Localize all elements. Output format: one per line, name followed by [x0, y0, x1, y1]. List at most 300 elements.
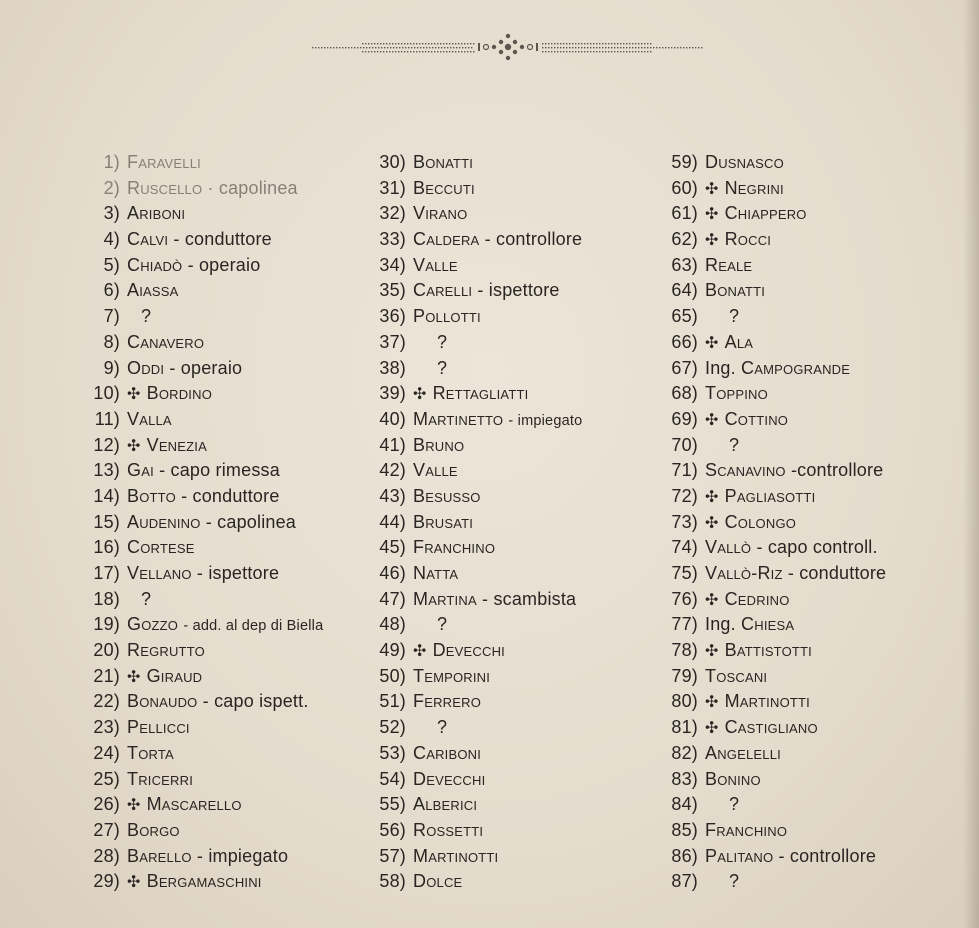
- entry-number: 54): [379, 768, 406, 789]
- person-name: Ferrero: [413, 691, 482, 712]
- names-column-2: [373, 150, 643, 895]
- names-column-1: [84, 150, 354, 895]
- list-entry: [665, 150, 965, 176]
- entry-number: 18): [93, 588, 120, 609]
- deceased-cross-icon: ✣: [705, 180, 719, 198]
- person-name: Bonino: [705, 768, 761, 789]
- list-entry: [84, 356, 354, 382]
- entry-number: 62): [671, 229, 698, 250]
- deceased-cross-icon: ✣: [413, 643, 427, 661]
- list-entry: [665, 227, 965, 253]
- list-entry: [665, 818, 965, 844]
- person-name: Campogrande: [741, 357, 851, 378]
- list-entry: [373, 356, 643, 382]
- list-entry: [665, 458, 965, 484]
- person-name: Temporini: [413, 665, 491, 686]
- deceased-cross-icon: ✣: [127, 437, 141, 455]
- list-entry: [373, 767, 643, 793]
- entry-number: 49): [379, 640, 406, 661]
- person-name: Brusati: [413, 511, 474, 532]
- entry-number: 2): [103, 177, 120, 198]
- person-name: Faravelli: [127, 152, 201, 172]
- list-entry: [373, 484, 643, 510]
- person-name: Cedrino: [724, 588, 790, 609]
- unknown-name-mark: ?: [141, 306, 152, 327]
- entry-number: 9): [103, 357, 120, 378]
- list-entry: [84, 150, 354, 176]
- entry-number: 80): [671, 691, 698, 712]
- person-name: Pellicci: [127, 717, 190, 738]
- list-entry: [84, 587, 354, 613]
- entry-number: 8): [103, 331, 120, 352]
- list-entry: [665, 510, 965, 536]
- entry-number: 36): [379, 306, 406, 327]
- person-name: Natta: [413, 563, 459, 583]
- deceased-cross-icon: ✣: [127, 668, 141, 686]
- list-entry: [84, 638, 354, 664]
- entry-number: 61): [671, 203, 698, 224]
- deceased-cross-icon: ✣: [127, 874, 141, 892]
- entry-number: 21): [93, 665, 120, 686]
- person-name: Cottino: [724, 408, 789, 429]
- list-entry: [665, 587, 965, 613]
- entry-number: 29): [93, 871, 120, 892]
- entry-number: 71): [671, 460, 698, 481]
- title-prefix: Ing.: [705, 357, 736, 378]
- person-role: - conduttore: [173, 229, 272, 250]
- list-entry: [84, 844, 354, 870]
- list-entry: [373, 458, 643, 484]
- person-role: - capolinea: [205, 511, 297, 532]
- person-name: Colongo: [724, 511, 797, 532]
- list-entry: [373, 330, 643, 356]
- entry-number: 41): [379, 434, 406, 455]
- list-entry: [373, 253, 643, 279]
- person-name: Bonatti: [413, 152, 474, 172]
- entry-number: 20): [93, 640, 120, 661]
- person-name: Chiadò: [127, 254, 183, 275]
- unknown-name-mark: ?: [437, 357, 448, 378]
- list-entry: [373, 741, 643, 767]
- title-prefix: Ing.: [705, 614, 736, 635]
- list-entry: [665, 330, 965, 356]
- person-name: Castigliano: [724, 717, 818, 738]
- person-name: Ruscello: [127, 177, 203, 198]
- person-name: Caldera: [413, 229, 480, 250]
- list-entry: [373, 278, 643, 304]
- entry-number: 53): [379, 742, 406, 763]
- entry-number: 87): [671, 871, 698, 892]
- entry-number: 39): [379, 383, 406, 404]
- person-name: Ala: [724, 331, 754, 352]
- person-name: Martinotti: [413, 845, 499, 866]
- person-name: Bruno: [413, 434, 465, 455]
- person-role: - add. al dep di Biella: [183, 618, 324, 635]
- entry-number: 5): [103, 254, 120, 275]
- entry-number: 19): [93, 614, 120, 635]
- list-entry: [373, 201, 643, 227]
- entry-number: 55): [379, 794, 406, 815]
- deceased-cross-icon: ✣: [127, 386, 141, 404]
- names-list: [0, 150, 979, 910]
- person-name: Valla: [127, 408, 172, 429]
- person-name: Bordino: [146, 383, 213, 404]
- list-entry: [373, 792, 643, 818]
- list-entry: [84, 869, 354, 895]
- list-entry: [665, 767, 965, 793]
- entry-number: 60): [671, 177, 698, 198]
- person-role: - controllore: [778, 845, 877, 866]
- list-entry: [665, 484, 965, 510]
- person-name: Palitano: [705, 845, 774, 866]
- entry-number: 66): [671, 331, 698, 352]
- list-entry: [665, 407, 965, 433]
- list-entry: [84, 253, 354, 279]
- entry-number: 86): [671, 845, 698, 866]
- entry-number: 79): [671, 665, 698, 686]
- person-name: Regrutto: [127, 640, 205, 661]
- person-name: Dusnasco: [705, 152, 784, 172]
- person-name: Pagliasotti: [724, 485, 816, 506]
- deceased-cross-icon: ✣: [705, 591, 719, 609]
- list-entry: [373, 176, 643, 202]
- entry-number: 22): [93, 691, 120, 712]
- person-name: Alberici: [413, 794, 478, 815]
- entry-number: 43): [379, 485, 406, 506]
- page-edge-shadow: [963, 0, 979, 928]
- person-name: Tricerri: [127, 768, 194, 789]
- unknown-name-mark: ?: [729, 794, 740, 815]
- person-name: Venezia: [146, 434, 207, 455]
- entry-number: 32): [379, 203, 406, 224]
- list-entry: [84, 278, 354, 304]
- list-entry: [84, 818, 354, 844]
- list-entry: [84, 458, 354, 484]
- list-entry: [665, 278, 965, 304]
- person-role: - ispettore: [196, 563, 280, 583]
- person-name: Oddi: [127, 357, 165, 378]
- entry-number: 23): [93, 717, 120, 738]
- person-role: - capo ispett.: [202, 691, 309, 712]
- deceased-cross-icon: ✣: [413, 386, 427, 404]
- list-entry: [665, 304, 965, 330]
- person-name: Bergamaschini: [146, 871, 262, 892]
- list-entry: [373, 304, 643, 330]
- list-entry: [84, 433, 354, 459]
- entry-number: 12): [93, 434, 120, 455]
- person-role: - operaio: [169, 357, 243, 378]
- entry-number: 1): [103, 152, 120, 172]
- deceased-cross-icon: ✣: [705, 334, 719, 352]
- entry-number: 13): [93, 460, 120, 481]
- entry-number: 84): [671, 794, 698, 815]
- person-role: - scambista: [482, 588, 577, 609]
- person-name: Franchino: [413, 537, 496, 558]
- list-entry: [373, 381, 643, 407]
- entry-number: 50): [379, 665, 406, 686]
- list-entry: [665, 792, 965, 818]
- entry-number: 25): [93, 768, 120, 789]
- entry-number: 31): [379, 177, 406, 198]
- list-entry: [373, 150, 643, 176]
- entry-number: 46): [379, 563, 406, 583]
- list-entry: [373, 664, 643, 690]
- person-role: - ispettore: [477, 280, 560, 301]
- person-name: Calvi: [127, 229, 169, 250]
- list-entry: [84, 330, 354, 356]
- deceased-cross-icon: ✣: [705, 694, 719, 712]
- entry-number: 56): [379, 819, 406, 840]
- entry-number: 11): [94, 408, 120, 429]
- entry-number: 38): [379, 357, 406, 378]
- deceased-cross-icon: ✣: [705, 411, 719, 429]
- entry-number: 76): [671, 588, 698, 609]
- entry-number: 3): [103, 203, 120, 224]
- person-name: Pollotti: [413, 306, 481, 327]
- entry-number: 82): [671, 742, 698, 763]
- unknown-name-mark: ?: [437, 717, 448, 738]
- person-name: Devecchi: [432, 640, 505, 661]
- entry-number: 78): [671, 640, 698, 661]
- person-role: - impiegato: [196, 845, 289, 866]
- deceased-cross-icon: ✣: [705, 232, 719, 250]
- list-entry: [84, 612, 354, 638]
- list-entry: [84, 689, 354, 715]
- person-name: Carelli: [413, 280, 473, 301]
- person-name: Scanavino: [705, 460, 786, 481]
- list-entry: [373, 535, 643, 561]
- entry-number: 15): [93, 511, 120, 532]
- person-name: Vellano: [127, 563, 192, 583]
- entry-number: 68): [671, 383, 698, 404]
- entry-number: 48): [379, 614, 406, 635]
- list-entry: [373, 715, 643, 741]
- list-entry: [84, 767, 354, 793]
- entry-number: 70): [671, 434, 698, 455]
- person-name: Borgo: [127, 819, 180, 840]
- person-name: Valle: [413, 460, 458, 481]
- list-entry: [373, 561, 643, 587]
- entry-number: 73): [671, 511, 698, 532]
- list-entry: [84, 664, 354, 690]
- list-entry: [373, 510, 643, 536]
- list-entry: [665, 612, 965, 638]
- person-name: Dolce: [413, 871, 463, 892]
- person-name: Botto: [127, 485, 176, 506]
- entry-number: 69): [671, 408, 698, 429]
- list-entry: [665, 356, 965, 382]
- person-name: Rossetti: [413, 819, 484, 840]
- list-entry: [84, 176, 354, 202]
- list-entry: [373, 587, 643, 613]
- entry-number: 58): [379, 871, 406, 892]
- deceased-cross-icon: ✣: [705, 720, 719, 738]
- person-name: Mascarello: [146, 794, 242, 815]
- entry-number: 77): [671, 614, 698, 635]
- person-name: Beccuti: [413, 177, 475, 198]
- unknown-name-mark: ?: [437, 331, 448, 352]
- person-role: - conduttore: [181, 485, 280, 506]
- person-name: Audenino: [127, 511, 201, 532]
- person-name: Bonatti: [705, 280, 766, 301]
- person-name: Franchino: [705, 819, 788, 840]
- person-name: Giraud: [146, 665, 203, 686]
- deceased-cross-icon: ✣: [705, 206, 719, 224]
- entry-number: 47): [379, 588, 406, 609]
- names-column-3: [665, 150, 965, 895]
- person-role: -controllore: [790, 460, 884, 481]
- list-entry: [84, 741, 354, 767]
- entry-number: 75): [671, 563, 698, 583]
- list-entry: [373, 638, 643, 664]
- entry-number: 81): [671, 717, 698, 738]
- unknown-name-mark: ?: [729, 306, 740, 327]
- list-entry: [665, 664, 965, 690]
- entry-number: 59): [671, 152, 698, 172]
- list-entry: [665, 535, 965, 561]
- person-name: Rocci: [724, 229, 772, 250]
- list-entry: [665, 715, 965, 741]
- person-name: Besusso: [413, 485, 481, 506]
- person-role: - capo controll.: [756, 537, 878, 558]
- list-entry: [84, 792, 354, 818]
- deceased-cross-icon: ✣: [705, 514, 719, 532]
- person-name: Valle: [413, 254, 458, 275]
- list-entry: [373, 407, 643, 433]
- entry-number: 35): [379, 280, 406, 301]
- entry-number: 42): [379, 460, 406, 481]
- decorative-ornament-icon: [312, 30, 704, 64]
- entry-number: 57): [379, 845, 406, 866]
- entry-number: 45): [379, 537, 406, 558]
- deceased-cross-icon: ✣: [127, 797, 141, 815]
- entry-number: 24): [93, 742, 120, 763]
- list-entry: [84, 407, 354, 433]
- entry-number: 85): [671, 819, 698, 840]
- person-name: Barello: [127, 845, 192, 866]
- deceased-cross-icon: ✣: [705, 643, 719, 661]
- person-name: Vallò: [705, 537, 752, 558]
- person-name: Vallò-Riz: [705, 563, 783, 583]
- entry-number: 40): [379, 408, 406, 429]
- person-name: Reale: [705, 254, 753, 275]
- list-entry: [84, 510, 354, 536]
- list-entry: [665, 869, 965, 895]
- list-entry: [665, 381, 965, 407]
- person-name: Torta: [127, 742, 174, 763]
- person-name: Aiassa: [127, 280, 179, 301]
- entry-number: 17): [93, 563, 120, 583]
- person-name: Toppino: [705, 383, 768, 404]
- list-entry: [373, 689, 643, 715]
- list-entry: [84, 561, 354, 587]
- unknown-name-mark: ?: [729, 434, 740, 455]
- person-name: Gozzo: [127, 614, 179, 635]
- list-entry: [373, 818, 643, 844]
- entry-number: 7): [103, 306, 120, 327]
- entry-number: 4): [103, 229, 120, 250]
- list-entry: [84, 201, 354, 227]
- person-name: Martina: [413, 588, 477, 609]
- list-entry: [373, 433, 643, 459]
- entry-number: 74): [671, 537, 698, 558]
- entry-number: 52): [379, 717, 406, 738]
- list-entry: [373, 844, 643, 870]
- entry-number: 14): [93, 485, 120, 506]
- person-name: Chiesa: [741, 614, 795, 635]
- entry-number: 37): [379, 331, 406, 352]
- person-name: Devecchi: [413, 768, 486, 789]
- entry-number: 6): [103, 280, 120, 301]
- entry-number: 65): [671, 306, 698, 327]
- list-entry: [373, 869, 643, 895]
- person-name: Bonaudo: [127, 691, 198, 712]
- list-entry: [665, 433, 965, 459]
- list-entry: [665, 561, 965, 587]
- person-name: Virano: [413, 203, 468, 224]
- person-name: Cariboni: [413, 742, 482, 763]
- list-entry: [665, 741, 965, 767]
- entry-number: 72): [671, 485, 698, 506]
- entry-number: 28): [93, 845, 120, 866]
- entry-number: 63): [671, 254, 698, 275]
- entry-number: 64): [671, 280, 698, 301]
- entry-number: 16): [93, 537, 120, 558]
- entry-number: 51): [379, 691, 406, 712]
- unknown-name-mark: ?: [729, 871, 740, 892]
- person-name: Battistotti: [724, 640, 812, 661]
- entry-number: 83): [671, 768, 698, 789]
- list-entry: [665, 253, 965, 279]
- list-entry: [84, 715, 354, 741]
- list-entry: [373, 612, 643, 638]
- list-entry: [665, 638, 965, 664]
- person-role: - impiegato: [508, 412, 583, 429]
- list-entry: [84, 227, 354, 253]
- person-name: Chiappero: [724, 203, 807, 224]
- entry-number: 30): [379, 152, 406, 172]
- person-role: - controllore: [484, 229, 583, 250]
- list-entry: [665, 176, 965, 202]
- entry-number: 27): [93, 819, 120, 840]
- person-role: - conduttore: [787, 563, 887, 583]
- person-role: - operaio: [187, 254, 261, 275]
- list-entry: [665, 844, 965, 870]
- list-entry: [665, 689, 965, 715]
- person-name: Ariboni: [127, 203, 186, 224]
- entry-number: 26): [93, 794, 120, 815]
- entry-number: 67): [671, 357, 698, 378]
- person-name: Canavero: [127, 331, 205, 352]
- person-name: Gai: [127, 460, 154, 481]
- person-name: Negrini: [724, 177, 784, 198]
- person-name: Martinetto: [413, 408, 504, 429]
- unknown-name-mark: ?: [437, 614, 448, 635]
- deceased-cross-icon: ✣: [705, 488, 719, 506]
- list-entry: [665, 201, 965, 227]
- list-entry: [84, 381, 354, 407]
- unknown-name-mark: ?: [141, 588, 152, 609]
- list-entry: [84, 535, 354, 561]
- entry-number: 33): [379, 229, 406, 250]
- person-name: Angelelli: [705, 742, 781, 763]
- person-name: Cortese: [127, 537, 195, 558]
- person-role: · capolinea: [207, 177, 298, 198]
- person-name: Rettagliatti: [432, 383, 529, 404]
- person-name: Martinotti: [724, 691, 810, 712]
- entry-number: 44): [379, 511, 406, 532]
- person-role: - capo rimessa: [159, 460, 280, 481]
